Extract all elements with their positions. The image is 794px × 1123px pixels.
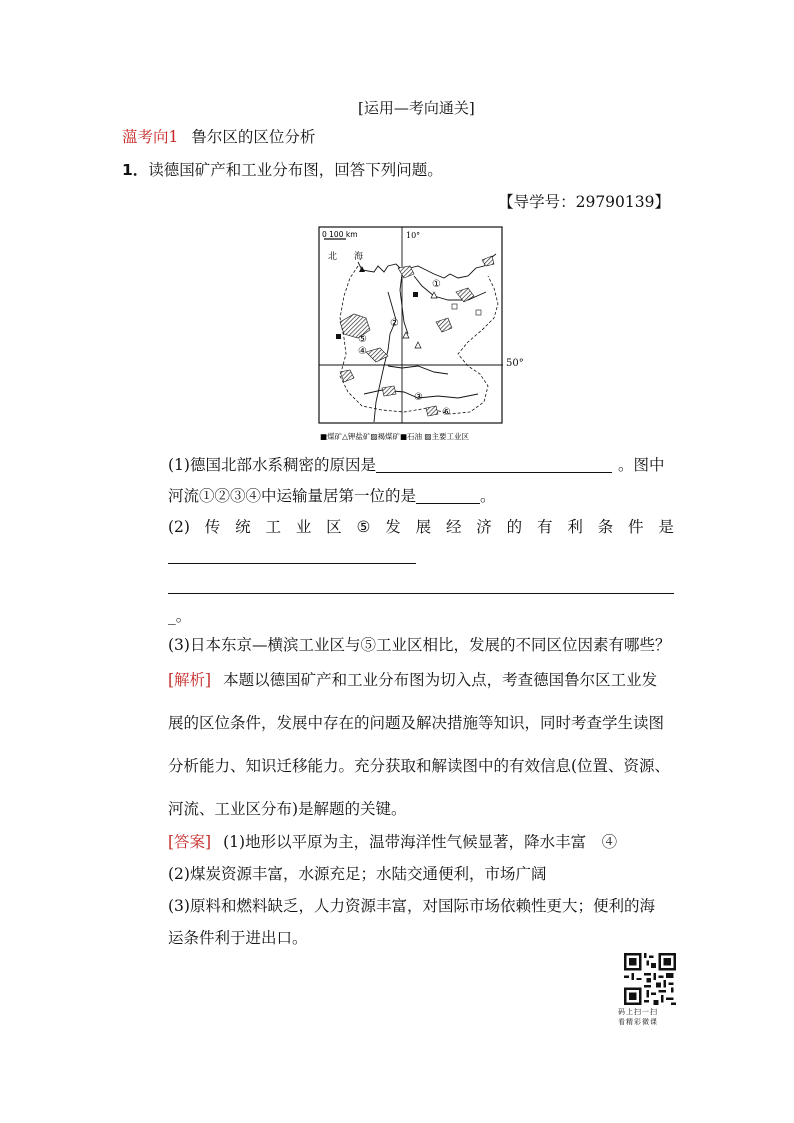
sub2-word: 统 — [235, 518, 251, 536]
subquestion-1-text-d: 。 — [480, 487, 496, 505]
section-tag: 薀考向1 — [122, 128, 179, 146]
sub2-word: 济 — [476, 518, 492, 536]
region-marker-5: ⑤ — [358, 334, 367, 345]
answer-3-line-1: (3)原料和燃料缺乏，人力资源丰富，对国际市场依赖性更大；便利的海 — [168, 897, 655, 915]
latitude-label-outside: 50° — [506, 358, 524, 369]
qr-caption-2: 看精彩微课 — [618, 1018, 658, 1026]
sub2-word: 展 — [415, 518, 432, 536]
coal-symbol — [413, 292, 418, 297]
answer-blank-1[interactable] — [376, 456, 612, 473]
answer-1: (1)地形以平原为主，温带海洋性气候显著，降水丰富 ④ — [223, 833, 618, 851]
sub2-word: 传 — [204, 518, 221, 536]
subquestion-3: (3)日本东京—横滨工业区与⑤工业区相比，发展的不同区位因素有哪些？ — [168, 636, 671, 654]
coal-symbol — [452, 304, 457, 309]
analysis-line-4: 河流、工业区分布)是解题的关键。 — [168, 800, 407, 818]
river-marker-4: ④ — [358, 346, 367, 357]
section-title: 鲁尔区的区位分析 — [191, 128, 316, 146]
river-marker-2: ② — [390, 318, 399, 329]
sub2-word: 有 — [536, 518, 553, 536]
scale-label: 0 100 km — [322, 230, 358, 239]
question-number: 1． — [122, 161, 149, 179]
sub2-word: 的 — [506, 518, 523, 536]
sub2-word: 件 — [628, 518, 644, 536]
analysis-text-1: 本题以德国矿产和工业分布图为切入点，考查德国鲁尔区工业发 — [223, 671, 658, 689]
qr-caption-1: 码上扫一扫 — [618, 1008, 658, 1016]
section-heading — [122, 127, 315, 147]
analysis-tag: [解析] — [168, 671, 212, 689]
answer-2: (2)煤炭资源丰富，水源充足；水陆交通便利，市场广阔 — [168, 865, 547, 883]
page-title: [运用—考向通关] — [358, 99, 475, 117]
germany-mineral-industry-map — [318, 226, 506, 444]
sea-label-sea: 海 — [354, 252, 364, 262]
longitude-label: 10° — [406, 231, 421, 240]
analysis-line-3: 分析能力、知识迁移能力。充分获取和解读图中的有效信息(位置、资源、 — [168, 757, 671, 775]
sub2-word: ⑤ — [356, 518, 371, 536]
subquestion-1-text-a: (1)德国北部水系稠密的原因是 — [168, 456, 376, 474]
sub2-word: 经 — [445, 518, 462, 536]
subquestion-1-text-b: 。图中 — [617, 456, 665, 474]
coal-symbol — [336, 334, 341, 339]
answer-blank-4[interactable] — [168, 593, 674, 594]
sub2-word: 工 — [265, 518, 281, 536]
subquestion-1-line-2 — [168, 486, 496, 506]
sub2-word: (2) — [168, 518, 190, 536]
analysis-line-2: 展的区位条件，发展中存在的问题及解决措施等知识，同时考查学生读图 — [168, 714, 665, 732]
sub2-word: 是 — [658, 518, 674, 536]
sub2-word: 区 — [326, 518, 342, 536]
answer-blank-3[interactable] — [168, 563, 416, 564]
sub2-word: 发 — [385, 518, 401, 536]
industrial-area — [382, 386, 396, 396]
answer-blank-2[interactable] — [416, 487, 480, 504]
region-marker-6: ⑥ — [442, 407, 451, 418]
subquestion-1-line-1 — [168, 455, 664, 475]
question-text: 读德国矿产和工业分布图，回答下列问题。 — [148, 161, 443, 179]
river-marker-1: ① — [432, 279, 441, 290]
river-marker-3: ③ — [414, 392, 423, 403]
guide-number: 【导学号：29790139】 — [498, 193, 670, 211]
sub2-word: 利 — [567, 518, 583, 536]
subquestion-2-line — [168, 517, 674, 537]
map-legend: ■煤矿△钾盐矿▨褐煤矿■石油 ▨主要工业区 — [320, 432, 469, 441]
qr-code[interactable] — [624, 953, 676, 1005]
answer-line-1 — [168, 832, 617, 852]
answer-3-line-2: 运条件利于进出口。 — [168, 929, 308, 947]
question-stem — [122, 160, 443, 180]
coal-symbol — [476, 310, 481, 315]
sea-label-north: 北 — [328, 252, 338, 262]
answer-tag: [答案] — [168, 833, 212, 851]
industrial-area — [426, 406, 438, 416]
subquestion-2-end: _。 — [168, 607, 192, 625]
subquestion-1-text-c: 河流①②③④中运输量居第一位的是 — [168, 487, 417, 505]
sub2-word: 条 — [597, 518, 614, 536]
analysis-line-1 — [168, 670, 674, 690]
sub2-word: 业 — [295, 518, 312, 536]
